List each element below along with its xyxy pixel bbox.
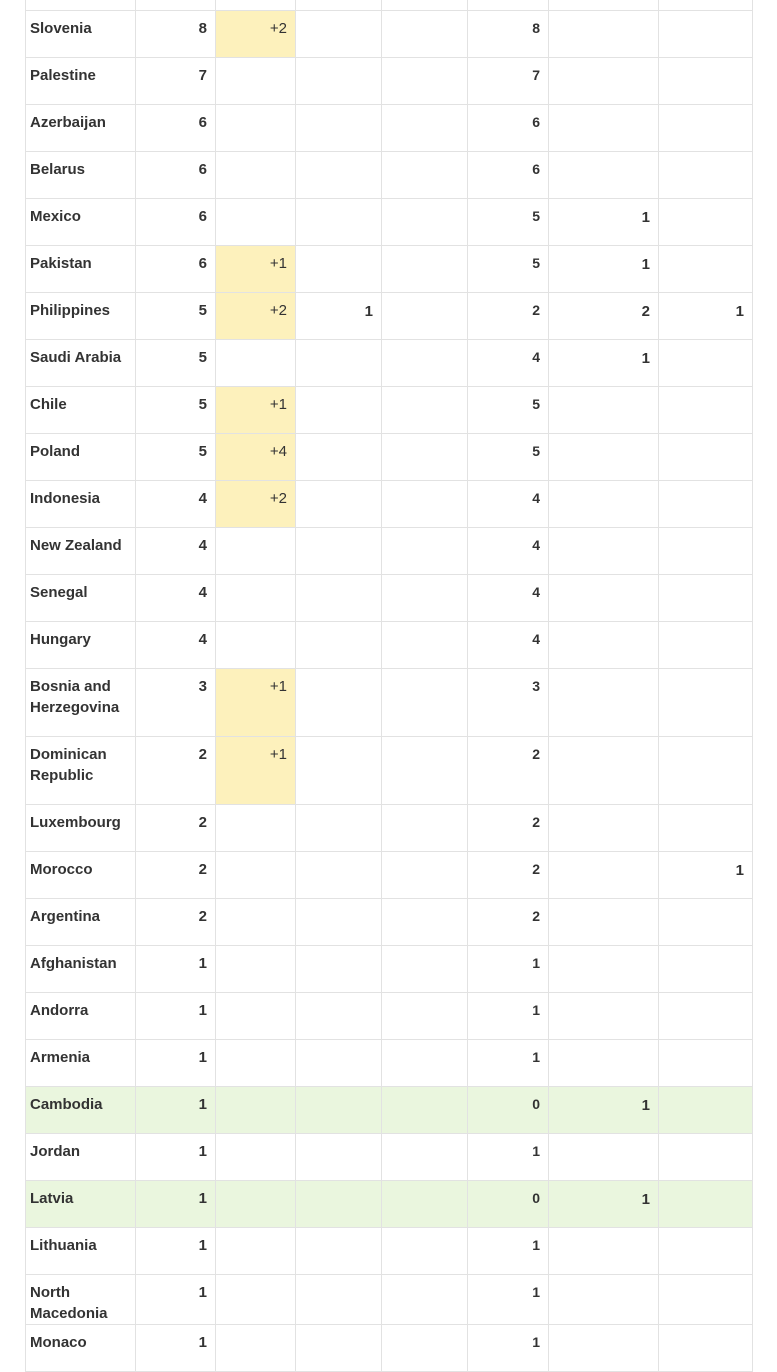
total-cases-cell: 7	[136, 58, 216, 105]
total-deaths-cell	[296, 340, 382, 387]
table-row	[26, 1325, 753, 1372]
recovered-cell	[659, 0, 753, 11]
total-deaths-cell	[296, 0, 382, 11]
serious-cell	[549, 528, 659, 575]
serious-cell	[549, 1134, 659, 1181]
new-deaths-cell	[382, 946, 468, 993]
new-deaths-cell	[382, 1134, 468, 1181]
serious-cell: 1	[549, 340, 659, 387]
recovered-cell	[659, 575, 753, 622]
table-row	[26, 899, 753, 946]
total-cases-cell: 6	[136, 105, 216, 152]
serious-cell	[549, 387, 659, 434]
table-row	[26, 105, 753, 152]
recovered-cell	[659, 946, 753, 993]
new-cases-cell	[216, 105, 296, 152]
recovered-cell	[659, 387, 753, 434]
total-deaths-cell	[296, 1040, 382, 1087]
table-row	[26, 434, 753, 481]
active-cases-cell	[468, 0, 549, 11]
new-cases-cell: +2	[216, 481, 296, 528]
total-deaths-cell	[296, 528, 382, 575]
new-deaths-cell	[382, 737, 468, 805]
table-body	[26, 0, 753, 1372]
country-cell: Senegal	[26, 575, 136, 622]
country-cell: Pakistan	[26, 246, 136, 293]
table-row	[26, 1087, 753, 1134]
country-cell	[26, 0, 136, 11]
total-cases-cell: 6	[136, 152, 216, 199]
total-deaths-cell	[296, 246, 382, 293]
new-cases-cell	[216, 575, 296, 622]
new-cases-cell	[216, 340, 296, 387]
new-cases-cell	[216, 805, 296, 852]
table-row	[26, 199, 753, 246]
new-deaths-cell	[382, 1275, 468, 1325]
new-deaths-cell	[382, 1228, 468, 1275]
country-stats-table	[25, 0, 753, 1372]
recovered-cell	[659, 105, 753, 152]
active-cases-cell: 6	[468, 105, 549, 152]
new-cases-cell: +2	[216, 11, 296, 58]
recovered-cell	[659, 993, 753, 1040]
total-cases-cell: 1	[136, 993, 216, 1040]
new-deaths-cell	[382, 387, 468, 434]
new-cases-cell	[216, 58, 296, 105]
new-cases-cell	[216, 1325, 296, 1372]
active-cases-cell: 8	[468, 11, 549, 58]
new-cases-cell	[216, 852, 296, 899]
active-cases-cell: 2	[468, 852, 549, 899]
new-cases-cell	[216, 1275, 296, 1325]
table-row	[26, 622, 753, 669]
active-cases-cell: 4	[468, 340, 549, 387]
active-cases-cell: 1	[468, 1134, 549, 1181]
country-cell: Indonesia	[26, 481, 136, 528]
total-deaths-cell	[296, 805, 382, 852]
table-row	[26, 152, 753, 199]
new-cases-cell: +1	[216, 246, 296, 293]
serious-cell: 1	[549, 1181, 659, 1228]
total-cases-cell: 5	[136, 434, 216, 481]
serious-cell: 1	[549, 199, 659, 246]
active-cases-cell: 0	[468, 1181, 549, 1228]
recovered-cell	[659, 1134, 753, 1181]
new-deaths-cell	[382, 852, 468, 899]
recovered-cell	[659, 737, 753, 805]
recovered-cell	[659, 58, 753, 105]
new-cases-cell: +1	[216, 737, 296, 805]
active-cases-cell: 5	[468, 434, 549, 481]
serious-cell	[549, 58, 659, 105]
active-cases-cell: 1	[468, 993, 549, 1040]
total-cases-cell: 4	[136, 528, 216, 575]
total-deaths-cell	[296, 387, 382, 434]
table-row	[26, 852, 753, 899]
total-cases-cell: 1	[136, 1134, 216, 1181]
active-cases-cell: 4	[468, 622, 549, 669]
new-cases-cell	[216, 899, 296, 946]
table-row	[26, 1040, 753, 1087]
table-row	[26, 737, 753, 805]
total-cases-cell: 2	[136, 852, 216, 899]
recovered-cell	[659, 434, 753, 481]
table-row	[26, 1181, 753, 1228]
new-cases-cell: +1	[216, 387, 296, 434]
serious-cell: 1	[549, 246, 659, 293]
serious-cell	[549, 669, 659, 737]
new-cases-cell	[216, 993, 296, 1040]
active-cases-cell: 2	[468, 293, 549, 340]
total-cases-cell: 2	[136, 899, 216, 946]
total-cases-cell: 5	[136, 293, 216, 340]
new-cases-cell	[216, 1134, 296, 1181]
total-deaths-cell	[296, 1228, 382, 1275]
serious-cell	[549, 575, 659, 622]
total-deaths-cell	[296, 852, 382, 899]
table-row	[26, 946, 753, 993]
new-deaths-cell	[382, 152, 468, 199]
table-row	[26, 575, 753, 622]
new-deaths-cell	[382, 805, 468, 852]
active-cases-cell: 2	[468, 805, 549, 852]
new-deaths-cell	[382, 1325, 468, 1372]
serious-cell	[549, 481, 659, 528]
country-cell: Luxembourg	[26, 805, 136, 852]
total-cases-cell: 1	[136, 1040, 216, 1087]
new-cases-cell	[216, 946, 296, 993]
serious-cell	[549, 11, 659, 58]
total-deaths-cell	[296, 1275, 382, 1325]
active-cases-cell: 0	[468, 1087, 549, 1134]
country-cell: Argentina	[26, 899, 136, 946]
recovered-cell	[659, 199, 753, 246]
new-deaths-cell	[382, 481, 468, 528]
serious-cell	[549, 805, 659, 852]
total-deaths-cell	[296, 669, 382, 737]
total-cases-cell: 3	[136, 669, 216, 737]
serious-cell	[549, 1040, 659, 1087]
new-cases-cell	[216, 199, 296, 246]
active-cases-cell: 1	[468, 1275, 549, 1325]
serious-cell: 2	[549, 293, 659, 340]
new-deaths-cell	[382, 899, 468, 946]
serious-cell	[549, 152, 659, 199]
total-cases-cell: 2	[136, 737, 216, 805]
new-deaths-cell	[382, 246, 468, 293]
recovered-cell	[659, 1275, 753, 1325]
new-deaths-cell	[382, 105, 468, 152]
total-deaths-cell	[296, 152, 382, 199]
country-cell: Poland	[26, 434, 136, 481]
total-deaths-cell	[296, 11, 382, 58]
active-cases-cell: 1	[468, 946, 549, 993]
recovered-cell	[659, 1181, 753, 1228]
country-cell: Azerbaijan	[26, 105, 136, 152]
table-row	[26, 11, 753, 58]
country-cell: Andorra	[26, 993, 136, 1040]
table-row	[26, 1228, 753, 1275]
country-cell: Chile	[26, 387, 136, 434]
country-cell: Palestine	[26, 58, 136, 105]
new-cases-cell	[216, 1228, 296, 1275]
new-cases-cell: +4	[216, 434, 296, 481]
active-cases-cell: 4	[468, 481, 549, 528]
total-cases-cell: 5	[136, 387, 216, 434]
total-deaths-cell	[296, 899, 382, 946]
new-cases-cell	[216, 0, 296, 11]
recovered-cell	[659, 1087, 753, 1134]
total-deaths-cell	[296, 575, 382, 622]
new-deaths-cell	[382, 1040, 468, 1087]
recovered-cell	[659, 340, 753, 387]
total-cases-cell: 1	[136, 1325, 216, 1372]
total-cases-cell: 6	[136, 199, 216, 246]
table-row	[26, 805, 753, 852]
table-row	[26, 293, 753, 340]
country-cell: Hungary	[26, 622, 136, 669]
active-cases-cell: 1	[468, 1325, 549, 1372]
new-deaths-cell	[382, 669, 468, 737]
recovered-cell	[659, 528, 753, 575]
table-row	[26, 528, 753, 575]
active-cases-cell: 4	[468, 528, 549, 575]
total-deaths-cell	[296, 622, 382, 669]
total-cases-cell: 1	[136, 1181, 216, 1228]
total-cases-cell: 5	[136, 340, 216, 387]
serious-cell	[549, 946, 659, 993]
new-deaths-cell	[382, 293, 468, 340]
new-cases-cell	[216, 1040, 296, 1087]
total-cases-cell: 1	[136, 1228, 216, 1275]
total-deaths-cell	[296, 993, 382, 1040]
total-deaths-cell	[296, 58, 382, 105]
country-cell: Afghanistan	[26, 946, 136, 993]
serious-cell	[549, 105, 659, 152]
total-deaths-cell	[296, 1181, 382, 1228]
active-cases-cell: 1	[468, 1040, 549, 1087]
recovered-cell: 1	[659, 293, 753, 340]
new-deaths-cell	[382, 340, 468, 387]
country-cell: Mexico	[26, 199, 136, 246]
total-deaths-cell	[296, 199, 382, 246]
serious-cell	[549, 1228, 659, 1275]
recovered-cell	[659, 1040, 753, 1087]
country-cell: Philippines	[26, 293, 136, 340]
active-cases-cell: 2	[468, 737, 549, 805]
total-cases-cell: 1	[136, 1275, 216, 1325]
new-deaths-cell	[382, 1087, 468, 1134]
total-cases-cell: 1	[136, 946, 216, 993]
table-row	[26, 0, 753, 11]
serious-cell	[549, 852, 659, 899]
active-cases-cell: 4	[468, 575, 549, 622]
new-deaths-cell	[382, 528, 468, 575]
total-cases-cell: 4	[136, 575, 216, 622]
serious-cell	[549, 993, 659, 1040]
table-row	[26, 1134, 753, 1181]
country-cell: Monaco	[26, 1325, 136, 1372]
new-deaths-cell	[382, 993, 468, 1040]
recovered-cell	[659, 246, 753, 293]
total-cases-cell: 8	[136, 11, 216, 58]
new-cases-cell	[216, 622, 296, 669]
recovered-cell	[659, 622, 753, 669]
total-deaths-cell	[296, 946, 382, 993]
active-cases-cell: 3	[468, 669, 549, 737]
serious-cell	[549, 737, 659, 805]
table-row	[26, 669, 753, 737]
recovered-cell	[659, 11, 753, 58]
recovered-cell	[659, 805, 753, 852]
table-row	[26, 246, 753, 293]
country-cell: North Macedonia	[26, 1275, 136, 1325]
recovered-cell	[659, 1325, 753, 1372]
total-deaths-cell: 1	[296, 293, 382, 340]
total-cases-cell: 1	[136, 1087, 216, 1134]
table-row	[26, 387, 753, 434]
country-cell: Latvia	[26, 1181, 136, 1228]
country-cell: Lithuania	[26, 1228, 136, 1275]
active-cases-cell: 5	[468, 246, 549, 293]
active-cases-cell: 5	[468, 199, 549, 246]
serious-cell	[549, 434, 659, 481]
new-deaths-cell	[382, 575, 468, 622]
total-cases-cell	[136, 0, 216, 11]
recovered-cell	[659, 152, 753, 199]
serious-cell: 1	[549, 1087, 659, 1134]
table-row	[26, 340, 753, 387]
total-deaths-cell	[296, 105, 382, 152]
country-cell: Morocco	[26, 852, 136, 899]
new-cases-cell: +1	[216, 669, 296, 737]
total-deaths-cell	[296, 481, 382, 528]
total-cases-cell: 4	[136, 481, 216, 528]
serious-cell	[549, 0, 659, 11]
active-cases-cell: 7	[468, 58, 549, 105]
new-cases-cell	[216, 1181, 296, 1228]
active-cases-cell: 5	[468, 387, 549, 434]
new-cases-cell	[216, 528, 296, 575]
country-cell: Saudi Arabia	[26, 340, 136, 387]
country-cell: New Zealand	[26, 528, 136, 575]
total-deaths-cell	[296, 737, 382, 805]
new-deaths-cell	[382, 1181, 468, 1228]
serious-cell	[549, 1275, 659, 1325]
total-cases-cell: 4	[136, 622, 216, 669]
table-row	[26, 993, 753, 1040]
total-deaths-cell	[296, 434, 382, 481]
recovered-cell	[659, 669, 753, 737]
serious-cell	[549, 622, 659, 669]
country-cell: Slovenia	[26, 11, 136, 58]
new-deaths-cell	[382, 199, 468, 246]
new-cases-cell	[216, 152, 296, 199]
table-row	[26, 58, 753, 105]
country-cell: Dominican Republic	[26, 737, 136, 805]
active-cases-cell: 1	[468, 1228, 549, 1275]
serious-cell	[549, 1325, 659, 1372]
country-cell: Jordan	[26, 1134, 136, 1181]
country-cell: Belarus	[26, 152, 136, 199]
serious-cell	[549, 899, 659, 946]
country-cell: Bosnia and Herzegovina	[26, 669, 136, 737]
country-cell: Cambodia	[26, 1087, 136, 1134]
total-cases-cell: 2	[136, 805, 216, 852]
new-deaths-cell	[382, 58, 468, 105]
recovered-cell	[659, 899, 753, 946]
new-cases-cell: +2	[216, 293, 296, 340]
new-cases-cell	[216, 1087, 296, 1134]
new-deaths-cell	[382, 622, 468, 669]
new-deaths-cell	[382, 11, 468, 58]
country-cell: Armenia	[26, 1040, 136, 1087]
new-deaths-cell	[382, 434, 468, 481]
total-deaths-cell	[296, 1087, 382, 1134]
table-row	[26, 1275, 753, 1325]
total-deaths-cell	[296, 1325, 382, 1372]
total-cases-cell: 6	[136, 246, 216, 293]
table-row	[26, 481, 753, 528]
new-deaths-cell	[382, 0, 468, 11]
active-cases-cell: 2	[468, 899, 549, 946]
total-deaths-cell	[296, 1134, 382, 1181]
recovered-cell	[659, 1228, 753, 1275]
recovered-cell: 1	[659, 852, 753, 899]
recovered-cell	[659, 481, 753, 528]
active-cases-cell: 6	[468, 152, 549, 199]
